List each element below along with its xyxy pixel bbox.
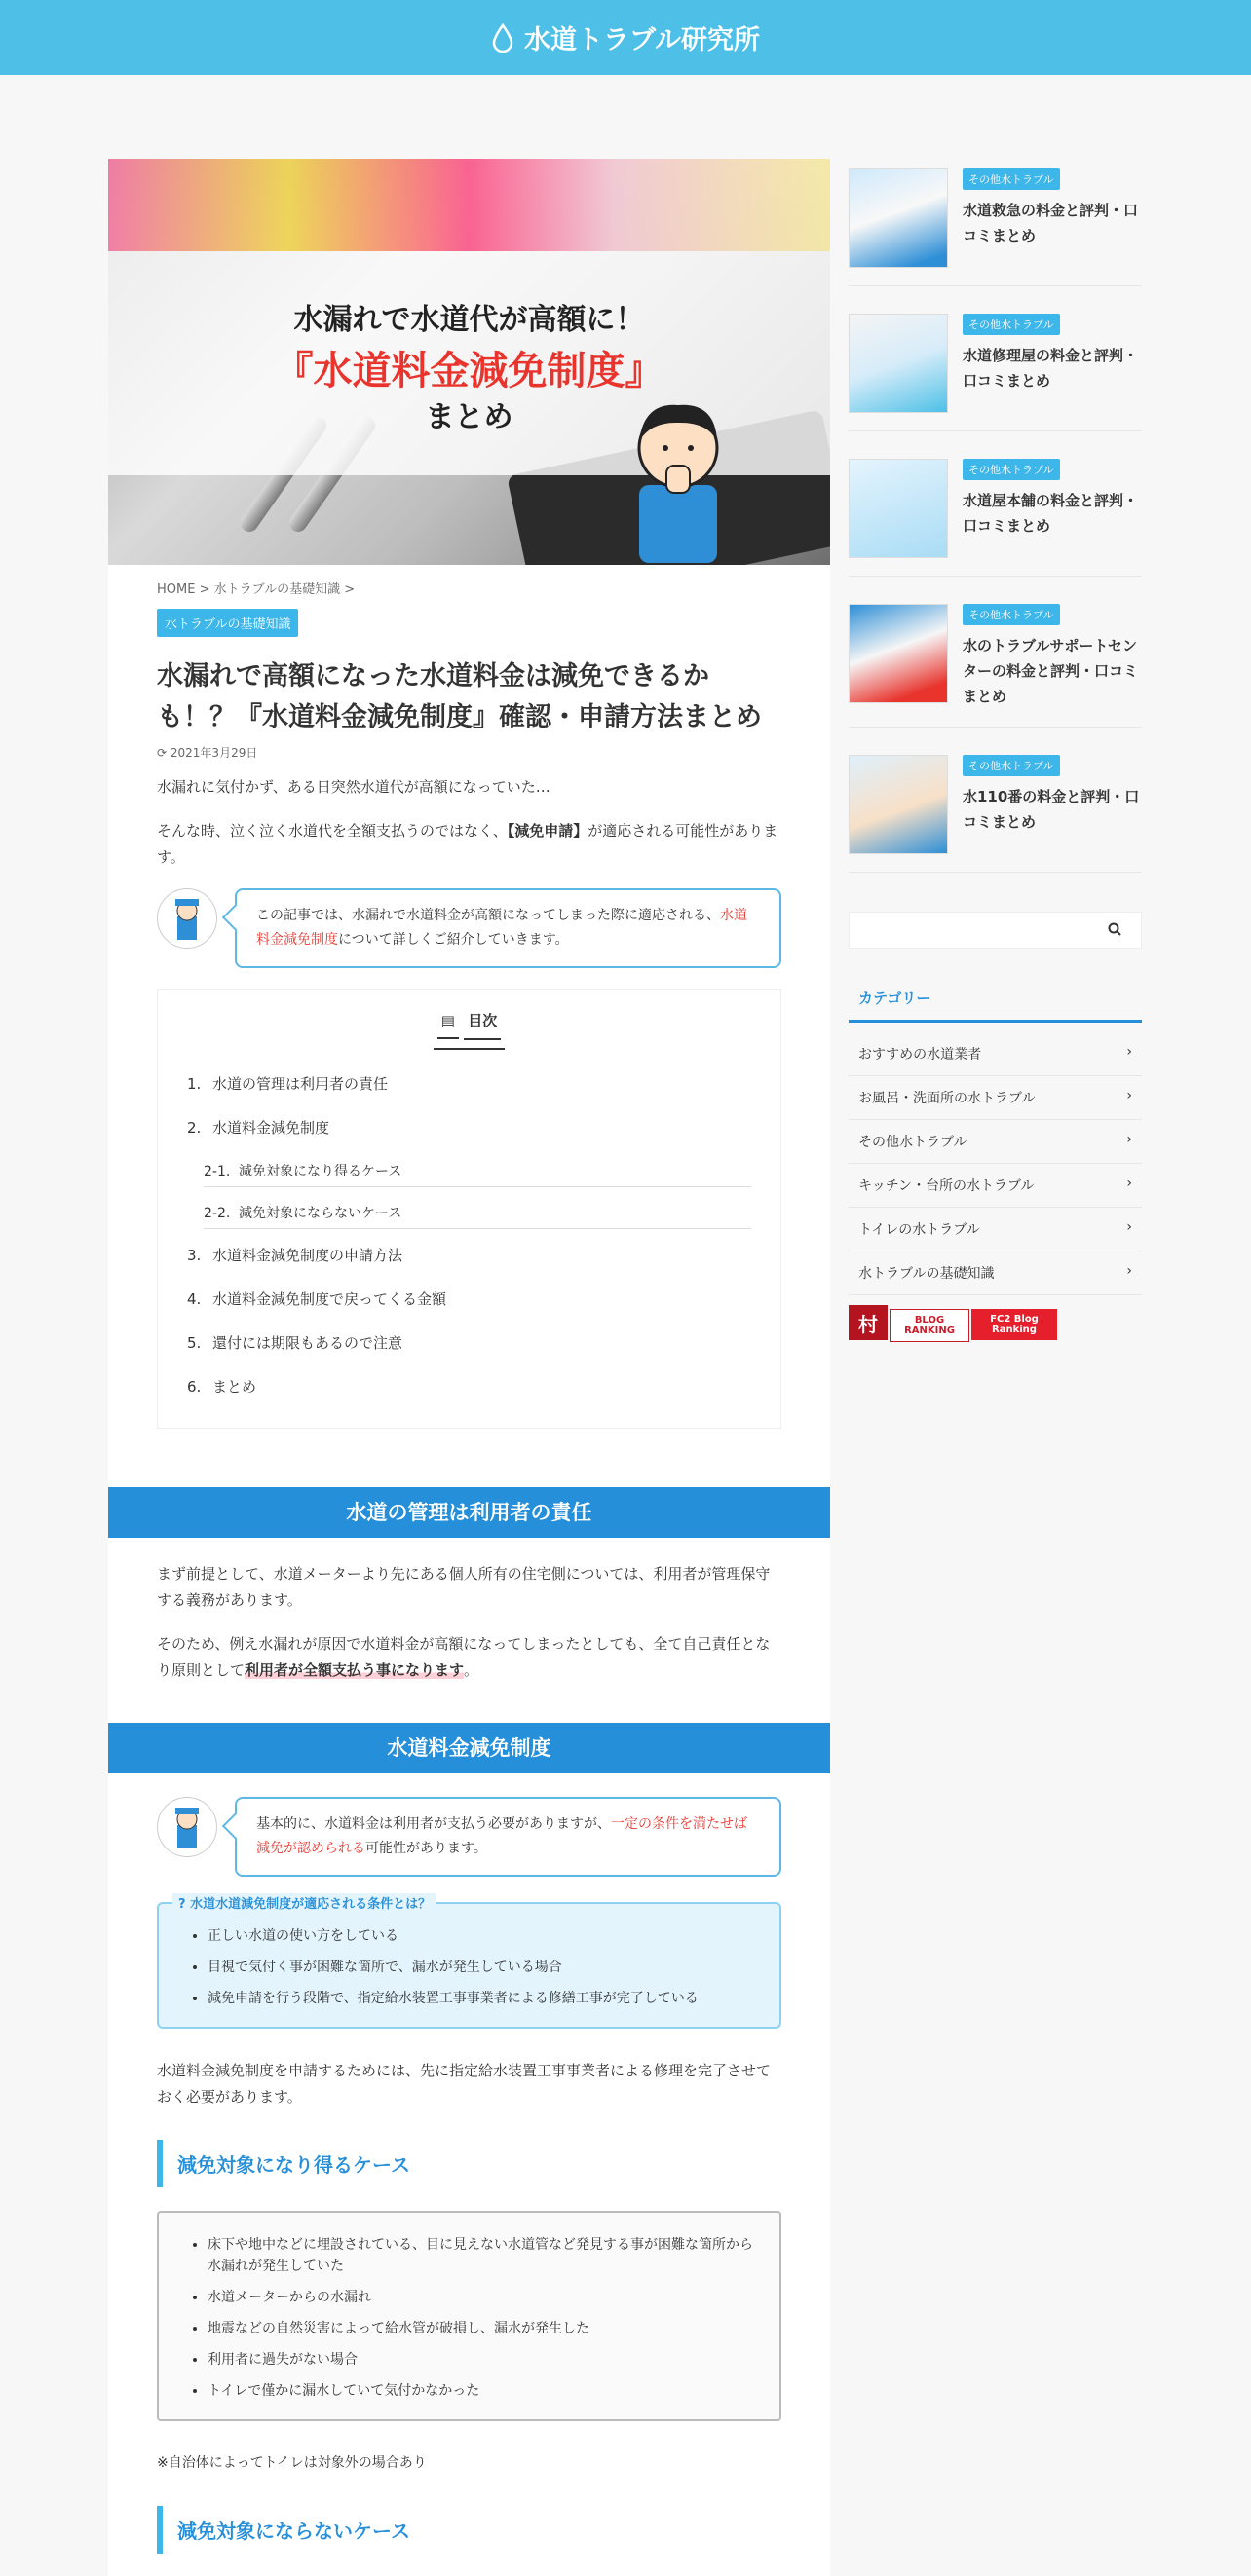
hero-line2: 『水道料金減免制度』	[274, 349, 664, 393]
refresh-icon: ⟳	[157, 746, 168, 760]
chevron-right-icon: ›	[1126, 1044, 1132, 1060]
breadcrumb-category[interactable]: 水トラブルの基礎知識	[213, 582, 341, 597]
toc-subitem[interactable]: 2-1. 減免対象になり得るケース	[204, 1161, 751, 1187]
toc-item[interactable]: 2. 水道料金減免制度	[187, 1119, 330, 1137]
post-category-badge: その他水トラブル	[963, 604, 1060, 625]
subsection-heading-2: 減免対象にならないケース	[157, 2506, 781, 2554]
post-title[interactable]: 水道屋本舗の料金と評判・口コミまとめ	[963, 492, 1139, 535]
post-thumbnail[interactable]	[849, 168, 948, 268]
breadcrumb-home[interactable]: HOME	[157, 582, 196, 597]
document-icon: ▤	[437, 1012, 459, 1039]
sidebar-post[interactable]	[849, 304, 1142, 431]
site-logo[interactable]	[491, 19, 760, 56]
toc-item[interactable]: 4. 水道料金減免制度で戻ってくる金額	[187, 1290, 447, 1308]
post-thumbnail[interactable]	[849, 755, 948, 854]
search-icon[interactable]	[1108, 921, 1121, 940]
category-item[interactable]: キッチン・台所の水トラブル ›	[849, 1164, 1142, 1208]
chevron-right-icon: ›	[1126, 1263, 1132, 1279]
speech-bubble	[157, 1797, 781, 1877]
hero-image	[108, 159, 830, 565]
search-input[interactable]	[850, 913, 1103, 946]
list-item: • 床下や地中などに埋設されている、目に見えない水道管など発見する事が困難な箇所から水漏れが発生していた	[208, 2234, 760, 2277]
post-category-badge: その他水トラブル	[963, 755, 1060, 776]
post-title[interactable]: 水道修理屋の料金と評判・口コミまとめ	[963, 347, 1139, 390]
cases-box	[157, 2211, 781, 2421]
intro-paragraph-2: そんな時、泣く泣く水道代を全額支払うのではなく、【減免申請】が適応される可能性があります。	[157, 822, 778, 866]
hero-line3: まとめ	[425, 400, 513, 434]
category-badge[interactable]: 水トラブルの基礎知識	[157, 609, 298, 637]
toc-subitem[interactable]: 2-2. 減免対象にならないケース	[204, 1203, 751, 1229]
category-item[interactable]: おすすめの水道業者 ›	[849, 1032, 1142, 1076]
plumber-avatar	[157, 1797, 217, 1857]
blog-village-banner[interactable]: 村	[849, 1305, 888, 1340]
sidebar-post[interactable]	[849, 745, 1142, 873]
conditions-label: ? 水道水道減免制度が適応される条件とは？	[172, 1893, 436, 1912]
section-heading-1: 水道の管理は利用者の責任	[108, 1487, 830, 1538]
site-header	[0, 0, 1251, 75]
post-title[interactable]: 水110番の料金と評判・口コミまとめ	[963, 788, 1140, 831]
section1-paragraph-2: そのため、例え水漏れが原因で水道料金が高額になってしまったとしても、全て自己責任となり原則として利用者が全額支払う事になります。	[157, 1635, 771, 1679]
post-title[interactable]: 水道救急の料金と評判・口コミまとめ	[963, 202, 1139, 244]
speech-bubble-text: この記事では、水漏れで水道料金が高額になってしまった際に適応される、水道料金減免制度について詳しくご紹介していきます。	[235, 888, 781, 968]
worried-person-illustration	[620, 388, 737, 563]
section2-paragraph-1: 水道料金減免制度を申請するためには、先に指定給水装置工事事業者による修理を完了させておく必要があります。	[157, 2062, 772, 2106]
article-main	[108, 159, 830, 2576]
post-category-badge: その他水トラブル	[963, 168, 1060, 190]
sidebar	[849, 159, 1142, 1342]
search-box	[849, 912, 1142, 949]
list-item: • 減免申請を行う段階で、指定給水装置工事事業者による修繕工事が完了している	[208, 1988, 760, 2009]
note-text: ※自治体によってトイレは対象外の場合あり	[157, 2455, 427, 2471]
hero-line1: 水漏れで水道代が高額に！	[293, 303, 645, 337]
question-circle-icon: ?	[178, 1897, 186, 1912]
breadcrumb: HOME > 水トラブルの基礎知識 >	[157, 582, 356, 597]
list-item: • 地震などの自然災害によって給水管が破損し、漏水が発生した	[208, 2318, 760, 2339]
list-item: • 水道メーターからの水漏れ	[208, 2287, 760, 2308]
speech-bubble	[157, 888, 781, 968]
list-item: • 目視で気付く事が困難な箇所で、漏水が発生している場合	[208, 1957, 760, 1978]
category-heading: カテゴリー	[849, 988, 1142, 1023]
category-item[interactable]: その他水トラブル ›	[849, 1120, 1142, 1164]
post-thumbnail[interactable]	[849, 604, 948, 703]
ranking-banners	[849, 1305, 1142, 1342]
site-title: 水道トラブル研究所	[524, 25, 760, 56]
post-category-badge: その他水トラブル	[963, 459, 1060, 480]
post-title[interactable]: 水のトラブルサポートセンターの料金と評判・口コミまとめ	[963, 637, 1139, 705]
sidebar-post[interactable]	[849, 159, 1142, 286]
category-item[interactable]: 水トラブルの基礎知識 ›	[849, 1251, 1142, 1295]
page-title: 水漏れで高額になった水道料金は減免できるかも！？『水道料金減免制度』確認・申請方法まとめ	[157, 661, 762, 732]
category-item[interactable]: トイレの水トラブル ›	[849, 1208, 1142, 1251]
subsection-heading-1: 減免対象になり得るケース	[157, 2140, 781, 2187]
intro-paragraph-1: 水漏れに気付かず、ある日突然水道代が高額になっていた…	[157, 778, 550, 796]
toc-item[interactable]: 5. 還付には期限もあるので注意	[187, 1334, 403, 1352]
chevron-right-icon: ›	[1126, 1176, 1132, 1191]
section1-paragraph-1: まず前提として、水道メーターより先にある個人所有の住宅側については、利用者が管理保守する義務があります。	[157, 1565, 771, 1609]
toc-item[interactable]: 1. 水道の管理は利用者の責任	[187, 1075, 389, 1093]
toc-item[interactable]: 6. まとめ	[187, 1378, 257, 1396]
water-drop-icon	[491, 23, 514, 53]
post-category-badge: その他水トラブル	[963, 314, 1060, 335]
table-of-contents	[157, 989, 781, 1429]
post-thumbnail[interactable]	[849, 459, 948, 558]
toc-item[interactable]: 3. 水道料金減免制度の申請方法	[187, 1247, 403, 1264]
fc2-ranking-banner[interactable]: FC2 Blog Ranking	[971, 1309, 1057, 1340]
post-thumbnail[interactable]	[849, 314, 948, 413]
sidebar-post[interactable]	[849, 449, 1142, 577]
toc-heading: ▤ 目次	[434, 1010, 505, 1050]
list-item: • トイレで僅かに漏水していて気付かなかった	[208, 2380, 760, 2402]
sidebar-post[interactable]	[849, 594, 1142, 728]
speech-bubble-text: 基本的に、水道料金は利用者が支払う必要がありますが、一定の条件を満たせば減免が認められる可能性があります。	[235, 1797, 781, 1877]
category-item[interactable]: お風呂・洗面所の水トラブル ›	[849, 1076, 1142, 1120]
list-item: • 正しい水道の使い方をしている	[208, 1925, 760, 1947]
conditions-box	[157, 1897, 781, 2029]
blog-ranking-banner[interactable]: BLOG RANKING	[890, 1309, 969, 1342]
chevron-right-icon: ›	[1126, 1219, 1132, 1235]
chevron-right-icon: ›	[1126, 1132, 1132, 1147]
list-item: • 利用者に過失がない場合	[208, 2349, 760, 2371]
section-heading-2: 水道料金減免制度	[108, 1723, 830, 1773]
plumber-avatar	[157, 888, 217, 949]
post-date: ⟳ 2021年3月29日	[157, 746, 258, 760]
chevron-right-icon: ›	[1126, 1088, 1132, 1103]
